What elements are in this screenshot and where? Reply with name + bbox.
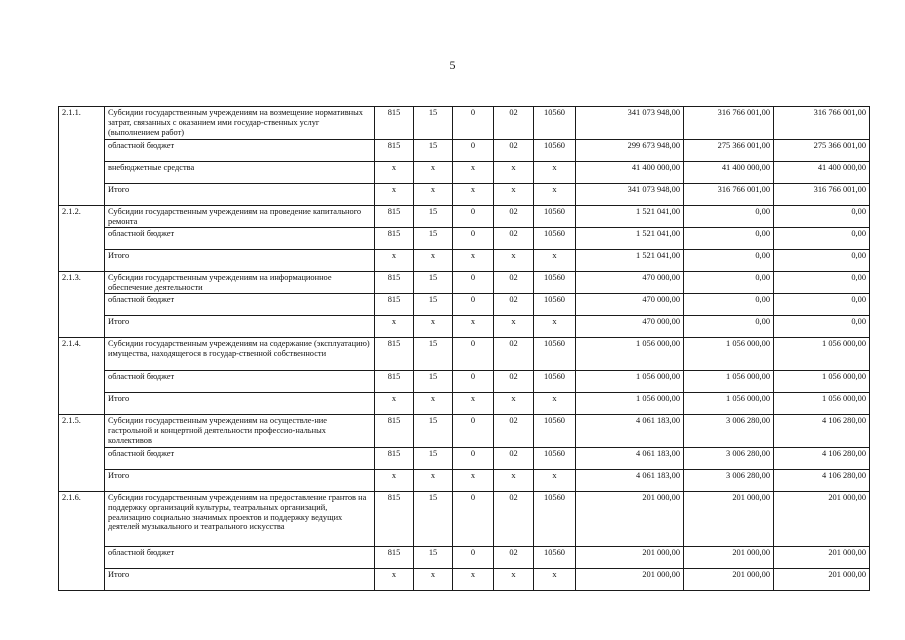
amount-year-3: 0,00 xyxy=(774,228,870,250)
code-target: x xyxy=(534,316,576,338)
code-program: 02 xyxy=(494,338,534,371)
amount-year-2: 3 006 280,00 xyxy=(684,470,774,492)
row-name: внебюджетные средства xyxy=(105,162,375,184)
amount-year-2: 1 056 000,00 xyxy=(684,338,774,371)
code-target: 10560 xyxy=(534,140,576,162)
code-ministry: x xyxy=(375,569,414,591)
amount-year-3: 0,00 xyxy=(774,294,870,316)
code-target: x xyxy=(534,470,576,492)
amount-year-2: 3 006 280,00 xyxy=(684,448,774,470)
amount-year-1: 1 056 000,00 xyxy=(576,338,684,371)
code-ministry: x xyxy=(375,162,414,184)
code-ministry: x xyxy=(375,393,414,415)
code-section: x xyxy=(414,470,453,492)
amount-year-2: 316 766 001,00 xyxy=(684,184,774,206)
code-target: x xyxy=(534,162,576,184)
table-row xyxy=(59,162,870,184)
amount-year-2: 1 056 000,00 xyxy=(684,393,774,415)
code-section: x xyxy=(414,393,453,415)
code-subsection: 0 xyxy=(453,228,494,250)
code-target: 10560 xyxy=(534,272,576,294)
amount-year-2: 0,00 xyxy=(684,294,774,316)
code-subsection: 0 xyxy=(453,107,494,140)
amount-year-3: 201 000,00 xyxy=(774,492,870,547)
code-section: 15 xyxy=(414,547,453,569)
amount-year-2: 201 000,00 xyxy=(684,492,774,547)
amount-year-1: 341 073 948,00 xyxy=(576,184,684,206)
row-name: областной бюджет xyxy=(105,448,375,470)
row-name: Субсидии государственным учреждениям на содержание (эксплуатацию) имущества, находящегося в государ-ственной собственности xyxy=(105,338,375,371)
code-section: 15 xyxy=(414,448,453,470)
row-name: областной бюджет xyxy=(105,294,375,316)
code-ministry: 815 xyxy=(375,547,414,569)
amount-year-1: 1 521 041,00 xyxy=(576,206,684,228)
amount-year-3: 1 056 000,00 xyxy=(774,338,870,371)
code-section: 15 xyxy=(414,107,453,140)
row-name: областной бюджет xyxy=(105,371,375,393)
code-program: x xyxy=(494,316,534,338)
group-header-row xyxy=(59,206,870,228)
group-header-row xyxy=(59,272,870,294)
code-ministry: 815 xyxy=(375,371,414,393)
amount-year-3: 0,00 xyxy=(774,250,870,272)
row-name: Субсидии государственным учреждениям на проведение капитального ремонта xyxy=(105,206,375,228)
code-target: 10560 xyxy=(534,206,576,228)
code-section: 15 xyxy=(414,415,453,448)
code-program: 02 xyxy=(494,294,534,316)
code-section: 15 xyxy=(414,338,453,371)
code-subsection: 0 xyxy=(453,272,494,294)
total-row xyxy=(59,470,870,492)
code-section: x xyxy=(414,162,453,184)
row-name: Итого xyxy=(105,184,375,206)
table-body xyxy=(59,107,870,591)
code-subsection: 0 xyxy=(453,448,494,470)
code-subsection: 0 xyxy=(453,294,494,316)
group-code: 2.1.3. xyxy=(59,272,105,338)
code-ministry: 815 xyxy=(375,448,414,470)
code-subsection: 0 xyxy=(453,371,494,393)
code-target: 10560 xyxy=(534,294,576,316)
amount-year-2: 0,00 xyxy=(684,272,774,294)
code-target: x xyxy=(534,393,576,415)
group-code: 2.1.5. xyxy=(59,415,105,492)
code-subsection: 0 xyxy=(453,206,494,228)
code-subsection: x xyxy=(453,162,494,184)
code-subsection: 0 xyxy=(453,415,494,448)
group-header-row xyxy=(59,415,870,448)
code-section: x xyxy=(414,184,453,206)
code-subsection: x xyxy=(453,184,494,206)
amount-year-1: 341 073 948,00 xyxy=(576,107,684,140)
code-target: 10560 xyxy=(534,492,576,547)
row-name: Субсидии государственным учреждениям на возмещение нормативных затрат, связанных с оказанием ими государ-ственных услуг (выполнением работ) xyxy=(105,107,375,140)
code-subsection: x xyxy=(453,569,494,591)
code-section: 15 xyxy=(414,140,453,162)
row-name: областной бюджет xyxy=(105,547,375,569)
group-code: 2.1.1. xyxy=(59,107,105,206)
table-row xyxy=(59,371,870,393)
code-program: x xyxy=(494,184,534,206)
code-section: 15 xyxy=(414,272,453,294)
row-name: Итого xyxy=(105,393,375,415)
code-ministry: x xyxy=(375,250,414,272)
code-target: 10560 xyxy=(534,448,576,470)
code-target: 10560 xyxy=(534,338,576,371)
code-program: 02 xyxy=(494,107,534,140)
code-ministry: 815 xyxy=(375,272,414,294)
amount-year-3: 0,00 xyxy=(774,272,870,294)
amount-year-2: 0,00 xyxy=(684,206,774,228)
amount-year-3: 4 106 280,00 xyxy=(774,470,870,492)
group-code: 2.1.4. xyxy=(59,338,105,415)
code-ministry: x xyxy=(375,316,414,338)
amount-year-3: 1 056 000,00 xyxy=(774,393,870,415)
amount-year-1: 201 000,00 xyxy=(576,569,684,591)
amount-year-1: 299 673 948,00 xyxy=(576,140,684,162)
amount-year-1: 41 400 000,00 xyxy=(576,162,684,184)
code-subsection: 0 xyxy=(453,140,494,162)
code-target: x xyxy=(534,569,576,591)
code-program: 02 xyxy=(494,371,534,393)
amount-year-2: 1 056 000,00 xyxy=(684,371,774,393)
code-program: x xyxy=(494,393,534,415)
amount-year-2: 41 400 000,00 xyxy=(684,162,774,184)
code-section: x xyxy=(414,250,453,272)
code-program: x xyxy=(494,162,534,184)
amount-year-2: 275 366 001,00 xyxy=(684,140,774,162)
code-section: 15 xyxy=(414,492,453,547)
row-name: Итого xyxy=(105,250,375,272)
amount-year-3: 275 366 001,00 xyxy=(774,140,870,162)
code-subsection: x xyxy=(453,393,494,415)
row-name: Субсидии государственным учреждениям на информационное обеспечение деятельности xyxy=(105,272,375,294)
row-name: Итого xyxy=(105,316,375,338)
amount-year-1: 201 000,00 xyxy=(576,547,684,569)
amount-year-1: 470 000,00 xyxy=(576,294,684,316)
amount-year-2: 3 006 280,00 xyxy=(684,415,774,448)
amount-year-2: 201 000,00 xyxy=(684,569,774,591)
code-subsection: 0 xyxy=(453,547,494,569)
code-program: 02 xyxy=(494,448,534,470)
amount-year-1: 470 000,00 xyxy=(576,272,684,294)
code-section: x xyxy=(414,569,453,591)
row-name: областной бюджет xyxy=(105,228,375,250)
code-ministry: 815 xyxy=(375,492,414,547)
code-section: 15 xyxy=(414,371,453,393)
total-row xyxy=(59,316,870,338)
code-subsection: 0 xyxy=(453,492,494,547)
amount-year-2: 0,00 xyxy=(684,250,774,272)
amount-year-2: 0,00 xyxy=(684,316,774,338)
amount-year-1: 1 521 041,00 xyxy=(576,250,684,272)
amount-year-2: 0,00 xyxy=(684,228,774,250)
code-subsection: x xyxy=(453,316,494,338)
code-ministry: 815 xyxy=(375,415,414,448)
amount-year-3: 4 106 280,00 xyxy=(774,448,870,470)
amount-year-3: 41 400 000,00 xyxy=(774,162,870,184)
total-row xyxy=(59,184,870,206)
code-target: 10560 xyxy=(534,371,576,393)
row-name: областной бюджет xyxy=(105,140,375,162)
code-ministry: x xyxy=(375,470,414,492)
code-target: x xyxy=(534,184,576,206)
code-program: 02 xyxy=(494,492,534,547)
code-ministry: 815 xyxy=(375,228,414,250)
code-subsection: x xyxy=(453,470,494,492)
code-program: x xyxy=(494,470,534,492)
code-section: x xyxy=(414,316,453,338)
code-program: 02 xyxy=(494,415,534,448)
code-section: 15 xyxy=(414,294,453,316)
amount-year-1: 1 056 000,00 xyxy=(576,371,684,393)
amount-year-1: 201 000,00 xyxy=(576,492,684,547)
budget-table xyxy=(58,106,870,591)
table-row xyxy=(59,547,870,569)
code-target: 10560 xyxy=(534,107,576,140)
code-target: x xyxy=(534,250,576,272)
amount-year-1: 1 056 000,00 xyxy=(576,393,684,415)
code-section: 15 xyxy=(414,206,453,228)
amount-year-3: 201 000,00 xyxy=(774,547,870,569)
code-ministry: 815 xyxy=(375,206,414,228)
code-ministry: x xyxy=(375,184,414,206)
group-header-row xyxy=(59,338,870,371)
total-row xyxy=(59,250,870,272)
code-program: 02 xyxy=(494,547,534,569)
code-ministry: 815 xyxy=(375,140,414,162)
group-header-row xyxy=(59,492,870,547)
group-header-row xyxy=(59,107,870,140)
table-row xyxy=(59,294,870,316)
amount-year-1: 470 000,00 xyxy=(576,316,684,338)
code-section: 15 xyxy=(414,228,453,250)
group-code: 2.1.2. xyxy=(59,206,105,272)
amount-year-1: 4 061 183,00 xyxy=(576,448,684,470)
amount-year-3: 0,00 xyxy=(774,316,870,338)
amount-year-3: 201 000,00 xyxy=(774,569,870,591)
code-ministry: 815 xyxy=(375,107,414,140)
code-program: 02 xyxy=(494,206,534,228)
amount-year-3: 1 056 000,00 xyxy=(774,371,870,393)
code-program: x xyxy=(494,569,534,591)
total-row xyxy=(59,393,870,415)
amount-year-1: 4 061 183,00 xyxy=(576,470,684,492)
code-program: 02 xyxy=(494,140,534,162)
amount-year-2: 316 766 001,00 xyxy=(684,107,774,140)
table-row xyxy=(59,140,870,162)
page-number: 5 xyxy=(449,58,456,72)
code-ministry: 815 xyxy=(375,294,414,316)
code-program: 02 xyxy=(494,272,534,294)
code-subsection: 0 xyxy=(453,338,494,371)
code-target: 10560 xyxy=(534,415,576,448)
group-code: 2.1.6. xyxy=(59,492,105,591)
table-row xyxy=(59,448,870,470)
row-name: Субсидии государственным учреждениям на предоставление грантов на поддержку организаций культуры, театральных организаций, реализацию социально значимых проектов и поддержку ведущих деятелей музыкального и театрального искусства xyxy=(105,492,375,547)
code-program: x xyxy=(494,250,534,272)
amount-year-3: 4 106 280,00 xyxy=(774,415,870,448)
amount-year-2: 201 000,00 xyxy=(684,547,774,569)
code-subsection: x xyxy=(453,250,494,272)
amount-year-1: 1 521 041,00 xyxy=(576,228,684,250)
code-target: 10560 xyxy=(534,547,576,569)
total-row xyxy=(59,569,870,591)
code-ministry: 815 xyxy=(375,338,414,371)
amount-year-3: 316 766 001,00 xyxy=(774,184,870,206)
code-program: 02 xyxy=(494,228,534,250)
amount-year-1: 4 061 183,00 xyxy=(576,415,684,448)
row-name: Итого xyxy=(105,569,375,591)
row-name: Итого xyxy=(105,470,375,492)
code-target: 10560 xyxy=(534,228,576,250)
row-name: Субсидии государственным учреждениям на осуществле-ние гастрольной и концертной деятельности профессио-нальных коллективов xyxy=(105,415,375,448)
amount-year-3: 0,00 xyxy=(774,206,870,228)
table-row xyxy=(59,228,870,250)
amount-year-3: 316 766 001,00 xyxy=(774,107,870,140)
